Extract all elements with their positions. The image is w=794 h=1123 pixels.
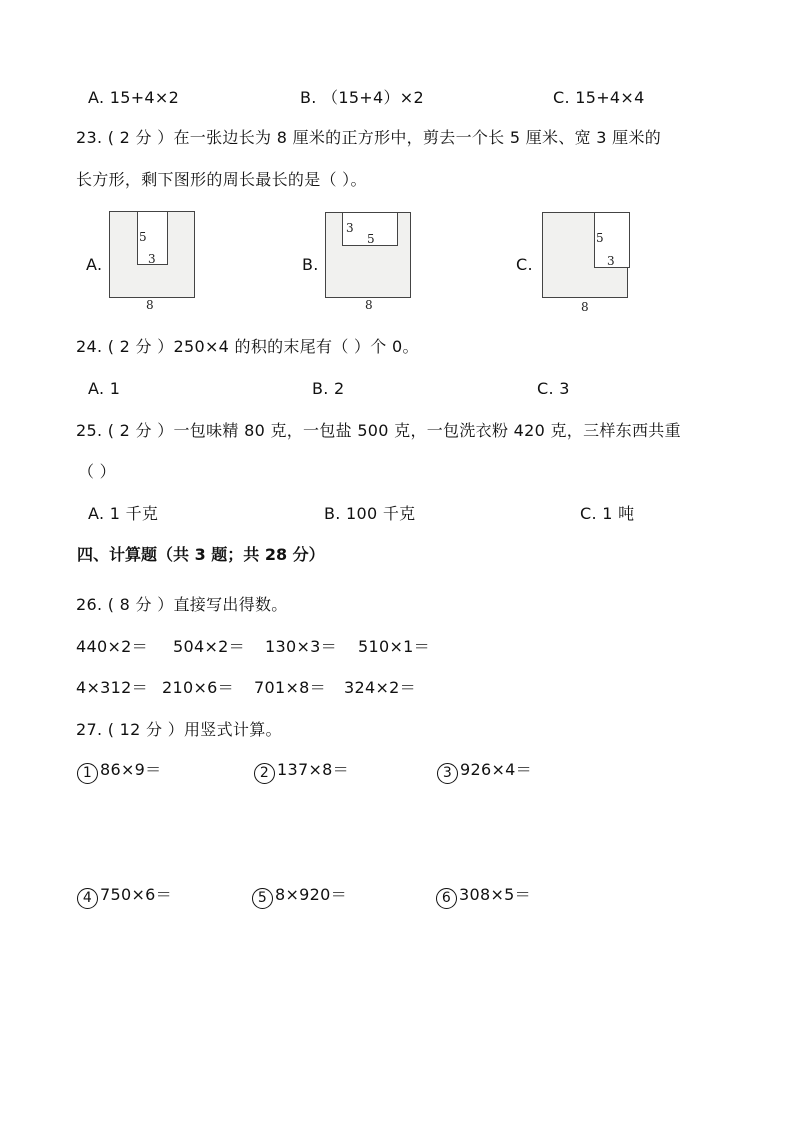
q27-stem: 27. ( 12 分 ）用竖式计算。 — [76, 720, 282, 739]
q26-calc-6: 210×6＝ — [162, 678, 234, 697]
q25-option-c: C. 1 吨 — [580, 504, 635, 523]
q22-option-c: C. 15+4×4 — [553, 88, 645, 107]
q23-stem-line1: 23. ( 2 分 ）在一张边长为 8 厘米的正方形中，剪去一个长 5 厘米、宽 3 厘米的 — [76, 128, 662, 147]
q26-calc-4: 510×1＝ — [358, 637, 430, 656]
q23-figure-c-label: C. — [516, 255, 533, 274]
q25-stem-line2: （ ） — [78, 462, 116, 481]
q27-expr: 86×9＝ — [100, 760, 162, 779]
q27-expr: 308×5＝ — [459, 885, 531, 904]
circled-number: 5 — [252, 888, 273, 909]
q24-option-c: C. 3 — [537, 379, 570, 398]
q26-calc-8: 324×2＝ — [344, 678, 416, 697]
q27-item-5 — [252, 885, 347, 909]
section-heading: 四、计算题（共 3 题；共 28 分） — [77, 545, 325, 564]
circled-number: 3 — [437, 763, 458, 784]
q24-option-b: B. 2 — [312, 379, 345, 398]
q26-calc-2: 504×2＝ — [173, 637, 245, 656]
figure-b-width: 3 — [346, 221, 354, 235]
q25-stem-line1: 25. ( 2 分 ）一包味精 80 克，一包盐 500 克，一包洗衣粉 420 克，三样东西共重 — [76, 421, 681, 440]
circled-number: 4 — [77, 888, 98, 909]
q27-item-3 — [437, 760, 532, 784]
q22-option-a: A. 15+4×2 — [88, 88, 180, 107]
q27-item-1 — [77, 760, 161, 784]
q23-stem-line2: 长方形，剩下图形的周长最长的是（ ）。 — [76, 170, 367, 189]
circled-number: 1 — [77, 763, 98, 784]
q27-expr: 926×4＝ — [460, 760, 532, 779]
q26-stem: 26. ( 8 分 ）直接写出得数。 — [76, 595, 288, 614]
q23-figure-a — [109, 211, 195, 298]
circled-number: 2 — [254, 763, 275, 784]
figure-c-side: 8 — [581, 300, 589, 314]
figure-b-side: 8 — [365, 298, 373, 312]
q27-item-4 — [77, 885, 172, 909]
figure-b-length: 5 — [367, 232, 375, 246]
q23-figure-c — [542, 212, 628, 298]
q25-option-b: B. 100 千克 — [324, 504, 416, 523]
figure-c-length: 5 — [596, 231, 604, 245]
q26-calc-1: 440×2＝ — [76, 637, 148, 656]
figure-a-length: 5 — [139, 230, 147, 244]
circled-number: 6 — [436, 888, 457, 909]
q24-option-a: A. 1 — [88, 379, 121, 398]
q26-calc-3: 130×3＝ — [265, 637, 337, 656]
q22-option-b: B. （15+4）×2 — [300, 88, 424, 107]
q27-expr: 8×920＝ — [275, 885, 347, 904]
q27-item-2 — [254, 760, 349, 784]
q26-calc-7: 701×8＝ — [254, 678, 326, 697]
q23-figure-b-label: B. — [302, 255, 319, 274]
q27-expr: 750×6＝ — [100, 885, 172, 904]
q27-item-6 — [436, 885, 531, 909]
figure-a-side: 8 — [146, 298, 154, 312]
q25-option-a: A. 1 千克 — [88, 504, 159, 523]
q26-calc-5: 4×312＝ — [76, 678, 148, 697]
q23-figure-a-label: A. — [86, 255, 103, 274]
figure-c-width: 3 — [607, 254, 615, 268]
q27-expr: 137×8＝ — [277, 760, 349, 779]
q23-figure-b — [325, 212, 411, 298]
figure-a-width: 3 — [148, 252, 156, 266]
q24-stem: 24. ( 2 分 ）250×4 的积的末尾有（ ）个 0。 — [76, 337, 419, 356]
